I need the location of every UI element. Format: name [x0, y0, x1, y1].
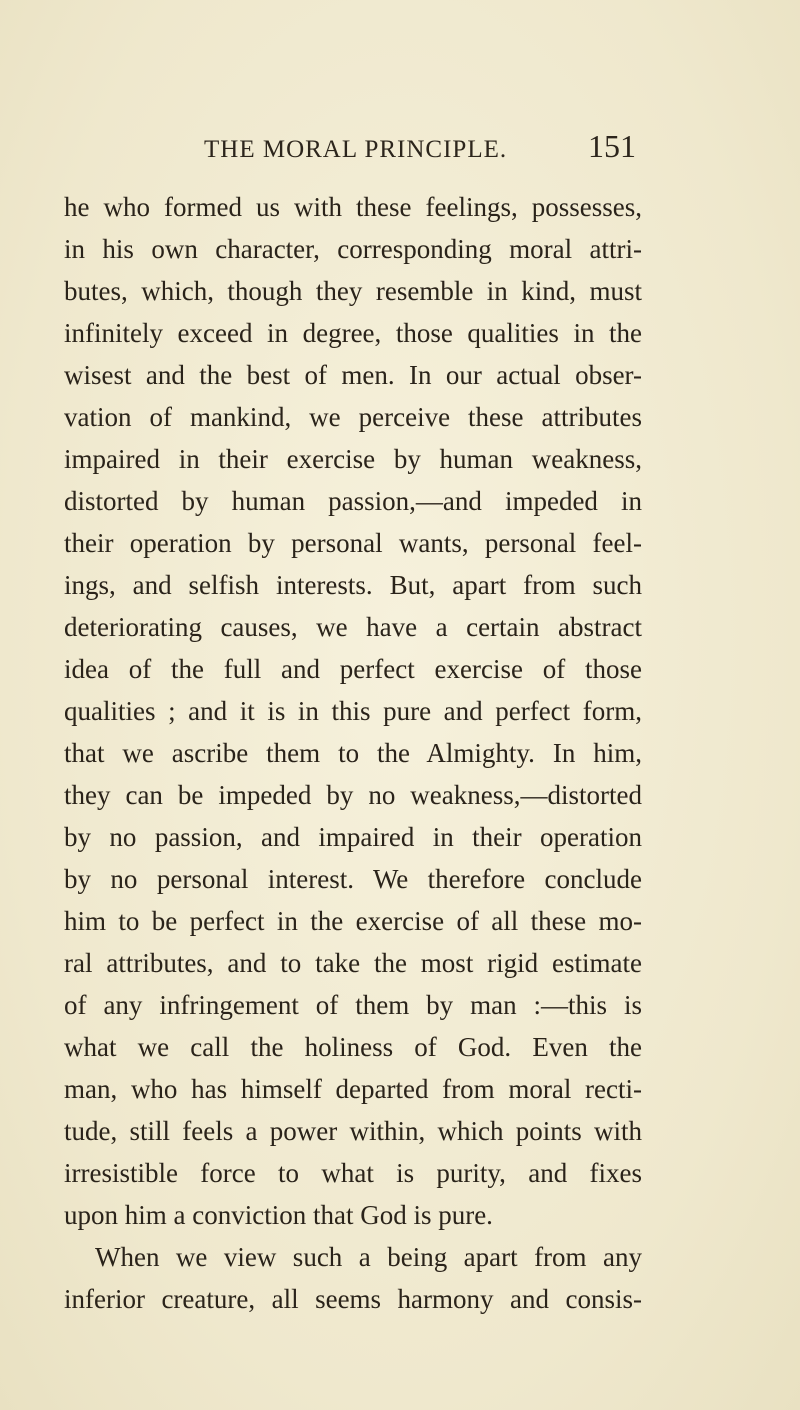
text-line: inferior creature, all seems harmony and consis- [64, 1284, 642, 1314]
text-line: of any infringement of them by man :—this is [64, 990, 642, 1020]
text-line: in his own character, corresponding moral attri- [64, 234, 642, 264]
text-line: their operation by personal wants, personal feel- [64, 528, 642, 558]
text-line: wisest and the best of men. In our actual obser- [64, 360, 642, 390]
text-line: irresistible force to what is purity, and fixes [64, 1158, 642, 1188]
text-line: tude, still feels a power within, which points with [64, 1116, 642, 1146]
text-line: infinitely exceed in degree, those qualities in the [64, 318, 642, 348]
text-line: he who formed us with these feelings, possesses, [64, 192, 642, 222]
text-line: ral attributes, and to take the most rigid estimate [64, 948, 642, 978]
running-title: THE MORAL PRINCIPLE. [204, 136, 508, 163]
text-line: him to be perfect in the exercise of all these mo- [64, 906, 642, 936]
text-line: qualities ; and it is in this pure and perfect form, [64, 696, 642, 726]
text-line: that we ascribe them to the Almighty. In him, [64, 738, 642, 768]
text-line: deteriorating causes, we have a certain abstract [64, 612, 642, 642]
text-line: When we view such a being apart from any [95, 1242, 642, 1272]
text-line: upon him a conviction that God is pure. [64, 1200, 493, 1230]
text-line: vation of mankind, we perceive these attributes [64, 402, 642, 432]
text-line: distorted by human passion,—and impeded in [64, 486, 642, 516]
text-line: by no passion, and impaired in their operation [64, 822, 642, 852]
text-line: butes, which, though they resemble in kind, must [64, 276, 642, 306]
text-line: ings, and selfish interests. But, apart from such [64, 570, 642, 600]
text-line: by no personal interest. We therefore conclude [64, 864, 642, 894]
page-number: 151 [588, 128, 636, 164]
text-line: what we call the holiness of God. Even the [64, 1032, 642, 1062]
text-line: man, who has himself departed from moral recti- [64, 1074, 642, 1104]
text-line: they can be impeded by no weakness,—distorted [64, 780, 642, 810]
text-line: idea of the full and perfect exercise of those [64, 654, 642, 684]
text-line: impaired in their exercise by human weakness, [64, 444, 642, 474]
